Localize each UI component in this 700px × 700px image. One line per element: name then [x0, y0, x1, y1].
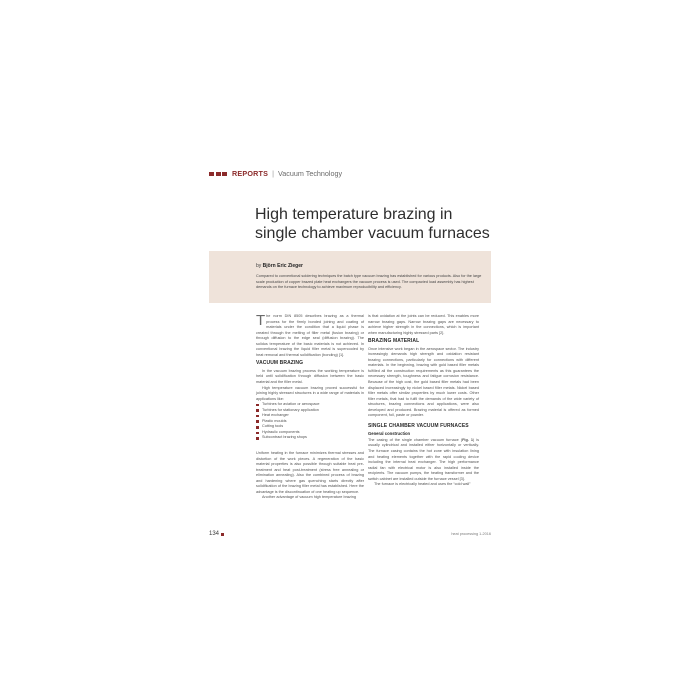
figure-reference[interactable]: Fig. 1: [462, 437, 473, 442]
paragraph: Once intensive work began in the aerospace sector. The industry increasingly demands high strength and oxidation resistant brazing connections, particularly for connections with different materials. In the beginning, brazing with gold based filler metals fulfilled all the construction requirements as this guarantees the necessary strength, toughness and fatigue corrosion resistance. Because of the high cost, the gold based filler metals had been displaced increasingly by nickel based filler metals. Nickel based filler metals offer similar properties by much lower costs. Other filler metals, that had to fulfil the demands of the wide variety of structures, brazing connections and applications, were also developed and produced. Brazing material is offered as formed component, foil, paste or powder.: [368, 346, 479, 418]
subheading-general-construction: General construction: [368, 431, 411, 437]
list-item: Hydraulic components: [256, 430, 364, 436]
text-column-left: [256, 314, 364, 501]
paragraph: Uniform heating in the furnace minimizes thermal stresses and distortion of the work pieces. A regeneration of the basic material properties is also possible through suitable heat pre-treatment and heat post-treatment (stress free annealing or elimination annealing). Also the combined process of brazing and hardening where gas quenching starts directly after solidification of the brazing filler metal has established. Here the advantage is the discontinuation of one heating up sequence.: [256, 451, 364, 494]
paragraph: is that oxidation at the joints can be reduced. This enables more narrow brazing gaps. Narrow brazing gaps are necessary to achieve higher strength in the connections, which is important when manufacturing highly stressed parts [2].: [368, 314, 479, 335]
intro-paragraph: [256, 314, 364, 358]
byline: [256, 263, 303, 269]
list-item: Turbines for aviation or aerospace: [256, 402, 364, 408]
list-item: Plastic moulds: [256, 419, 364, 425]
paragraph: High temperature vacuum brazing proved successful for joining highly stressed structures in a wide range of materials in applications like:: [256, 385, 364, 401]
abstract-text: Compared to conventional soldering techniques the batch type vacuum brazing has established for various products. Also for the large scale production of copper brazed plate heat exchangers the vacuum process is used. The compacted load assembly has highest demands on the furnace technology to achieve maximum reproducibility and efficiency.: [256, 274, 482, 290]
list-item: Subcontract brazing shops: [256, 435, 364, 441]
header-square-icon: [216, 172, 221, 176]
page-number-text: 134: [209, 531, 220, 537]
page-square-icon: [221, 533, 224, 536]
section-header: [209, 169, 342, 178]
paragraph: [368, 438, 479, 482]
list-item: Heat exchanger: [256, 413, 364, 419]
heading-brazing-material: BRAZING MATERIAL: [368, 338, 420, 345]
header-separator: |: [272, 169, 275, 178]
article-title: High temperature brazing in single chamber vacuum furnaces: [255, 206, 490, 242]
application-list: [256, 402, 364, 441]
paragraph: Another advantage of vacuum high temperature brazing: [262, 495, 356, 500]
drop-cap: T: [256, 312, 266, 329]
paragraph: The furnace is electrically heated and uses the “cold wall”: [374, 482, 471, 487]
text-column-right: [368, 314, 479, 488]
intro-text: he norm DIN 8505 describes brazing as a thermal process for the firmly bonded joining and coating of materials under the condition that a liquid phase is created through the melting of filler metal (fusion brazing) or through diffusion to the edge seal (diffusion brazing). The solidus temperature of the basic materials is not achieved. In conventional brazing the liquid filler metal is supercooled by heat removal and thermal solidification (bonding) [1].: [256, 314, 364, 357]
header-square-icon: [222, 172, 227, 176]
journal-footer: heat processing 1-2016: [451, 532, 491, 536]
text-span: The casing of the single chamber vacuum furnace (: [368, 437, 463, 442]
page-number: [209, 531, 224, 537]
paragraph: In the vacuum brazing process the working temperature is held until solidification through diffusion between the basic material and the filler metal.: [256, 368, 364, 385]
list-item: Cutting tools: [256, 424, 364, 430]
author-name: Björn Eric Zieger: [262, 263, 303, 269]
heading-vacuum-brazing: VACUUM BRAZING: [256, 360, 304, 367]
text-span: ) is usually cylindrical and installed either horizontally or vertically. The furnace casing contains the hot zone with insulation lining and heating elements together with the rapid cooling device including the internal heat exchanger. The high performance radial fan with electrical motor is also installed inside the recipients. The vacuum pumps, the heating transformer and the switch cabinet are installed outside the furnace vessel [3].: [368, 437, 479, 481]
list-item: Turbines for stationary application: [256, 408, 364, 414]
header-square-icon: [209, 172, 214, 176]
heading-single-chamber: SINGLE CHAMBER VACUUM FURNACES: [368, 422, 469, 429]
byline-prefix: by: [256, 263, 262, 269]
section-label: REPORTS: [232, 169, 269, 178]
topic-label: Vacuum Technology: [278, 169, 343, 178]
